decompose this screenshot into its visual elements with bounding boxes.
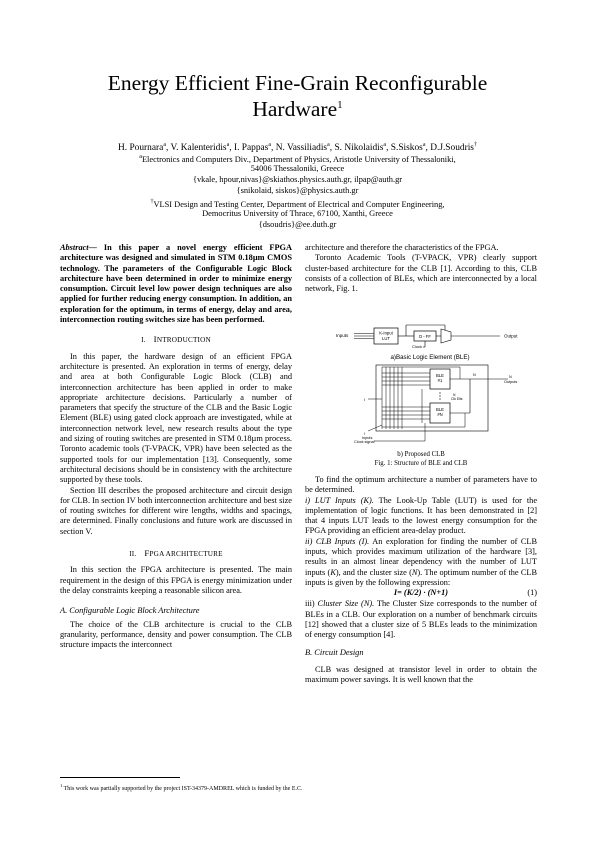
fig-b-ble1-index: #1 <box>437 378 443 383</box>
affiliation-mark: † <box>150 199 154 205</box>
author-mark: a <box>383 142 387 148</box>
fig-b-inputs-i: I <box>364 432 366 436</box>
affiliation-text: Electronics and Computers Div., Department of Physics, Aristotle University of Thessaloniki, <box>141 154 456 164</box>
figure-ble-clb <box>330 321 530 459</box>
fig-b-mid-n: N <box>453 393 456 397</box>
abstract-body: In this paper a novel energy efficient FPGA architecture was designed and simulated in STM 0.18µm CMOS technology. The parameters of the Configurable Logic Block architecture have been determined in order to minimize energy consumption. Circuit level low power design techniques are also applied for further reducing energy consumption. In addition, an exploration for the optimum, in terms of energy, delay and area, interconnection routing switches size has been performed. <box>60 243 292 325</box>
fig-a-mux <box>441 329 451 343</box>
param-symbol: K <box>330 567 336 577</box>
param-cluster-size <box>305 599 537 640</box>
section-heading-introduction <box>60 334 292 345</box>
param-text: ). The optimum number of the CLB inputs is given by the following expression: <box>305 567 537 587</box>
intro-paragraph-1: In this paper, the hardware design of an efficient FPGA architecture is presented. An exploration in terms of energy, delay and area at both Configurable Logic Block (CLB) and interconnection architecture has been applied in order to make appropriate architecture decisions. Particularly a number of parameters that specify the structure of the CLB and the Basic Logic Element (BLE) using gated clock approach are investigated, while at interconnection network level, new research results about the type and sizing of routing switches are presented in STM 0.18µm process. Toronto academic tools (T-VPACK, VPR) have been selected as the supported tools for our implementation [13]. Consequently, some architectural decisions should be in consistency with the architecture supported by these tools. <box>60 351 292 485</box>
author-name: , N. Vassiliadis <box>271 143 328 154</box>
param-lut-inputs <box>305 496 537 537</box>
affiliation-email: {vkale, hpour,nivas}@skiathos.physics.auth.gr, ilpap@auth.gr <box>192 175 403 184</box>
param-symbol: N <box>411 567 418 577</box>
abstract-lead: Abstract— <box>60 243 97 252</box>
equation-number: (1) <box>527 588 537 598</box>
fig-b-inputs-label: Inputs <box>362 436 373 440</box>
affiliation-email: {dsoudris}@ee.duth.gr <box>258 220 337 229</box>
affiliation-text: VLSI Design and Testing Center, Department of Electrical and Computer Engineering, <box>153 199 445 209</box>
author-name: , S. Nikolaidis <box>329 143 384 154</box>
section-number: II. <box>129 550 137 559</box>
author-name: , S.Siskos <box>386 143 423 154</box>
figure-caption-b: b) Proposed CLB <box>397 451 445 458</box>
footnote-rule <box>60 777 180 778</box>
affiliation-line: Democritus University of Thrace, 67100, Xanthi, Greece <box>202 209 393 218</box>
equation-1 <box>305 588 537 599</box>
fig-b-n-label: N <box>473 373 476 377</box>
paper-title <box>60 70 535 122</box>
clb-paragraph-1: The choice of the CLB architecture is crucial to the CLB granularity, performance, density and power consumption. The CLB structure impacts the interconnect <box>60 619 292 650</box>
author-name: , I. Pappas <box>229 143 269 154</box>
title-footnote-mark: 1 <box>337 98 343 111</box>
section-number: I. <box>141 336 146 345</box>
fig-b-blen-index: #N <box>437 412 443 417</box>
fig-a-lut-label-2: LUT <box>382 336 390 341</box>
fpga-paragraph-1: In this section the FPGA architecture is presented. The main requirement in the design of this FPGA is energy minimization under the delay constraints keeping a reasonable silicon area. <box>60 565 292 595</box>
fig-a-caption: a)Basic Logic Element (BLE) <box>390 354 470 361</box>
section-title: PGA ARCHITECTURE <box>149 550 223 559</box>
fig-b-i-label: I <box>364 397 366 402</box>
figure-caption: Fig. 1: Structure of BLE and CLB <box>374 460 468 467</box>
fig-b-outputs-label: Outputs <box>504 380 518 384</box>
param-text: The Look-Up Table (LUT) is used for the implementation of logic functions. It has been demonstrated in [2] that 4 inputs LUT leads to the lowest energy consumption for the FPGA providing an efficient area-delay product. <box>305 495 537 536</box>
author-mark: a <box>226 142 230 148</box>
left-column <box>60 243 292 650</box>
param-text: ), and the cluster size ( <box>335 567 412 577</box>
footnote <box>60 782 540 793</box>
author-mark: a <box>163 142 166 148</box>
subsection-heading-clb: A. Configurable Logic Block Architecture <box>60 606 200 616</box>
right-column-top <box>305 243 537 294</box>
section-title: NTRODUCTION <box>156 336 211 345</box>
param-text: An exploration for finding the number of CLB inputs, which provides maximum utilization of the hardware [3], results in an almost linear dependency with the number of LUT inputs ( <box>305 536 538 577</box>
equation-body: I= (K/2) · (N+1) <box>393 588 449 598</box>
intro-paragraph-2: Section III describes the proposed architecture and circuit design for CLB. In section IV both interconnection architecture and best size of routing switches for different wire lengths, widths and spacings, are determined. Finally conclusions and future work are discussed in section V. <box>60 485 292 536</box>
footnote-text: This work was partially supported by the project IST-34379-AMDREL which is funded by the E.C. <box>62 786 303 792</box>
fig-b-ble1-label: BLE <box>436 373 444 378</box>
fig-a-inputs-label: Inputs <box>336 333 349 338</box>
author-mark: a <box>268 142 271 148</box>
title-word: Hardware <box>252 97 338 121</box>
affiliation-line: 54006 Thessaloniki, Greece <box>250 164 345 173</box>
param-label: Cluster Size (N). <box>317 599 375 609</box>
fig-a-dff-label: D - FF <box>419 333 431 339</box>
author-mark: † <box>473 142 477 148</box>
fig-a-clock-label: Clock <box>412 344 423 349</box>
subsection-heading-circuit-design: B. Circuit Design <box>305 648 364 658</box>
right-paragraph-1: architecture and therefore the characteristics of the FPGA. <box>305 243 499 252</box>
right-paragraph-3: To find the optimum architecture a number of parameters have to be determined. <box>305 475 537 495</box>
title-line-2 <box>60 96 535 122</box>
param-label: ii) CLB Inputs (I). <box>305 536 370 546</box>
author-name: H. Pournara <box>118 143 164 154</box>
right-paragraph-2: Toronto Academic Tools (T-VPACK, VPR) clearly support cluster-based architecture for the CLB [1]. According to this, CLB consists of a collection of BLEs, which are interconnected by a local network, Fig. 1. <box>305 253 537 294</box>
param-label: iii) <box>305 599 318 609</box>
section-initial: F <box>144 548 150 559</box>
author-mark: a <box>327 142 330 148</box>
fig-a-output-label: Output <box>504 333 518 339</box>
fig-b-clock-label: Clock signal <box>354 440 375 444</box>
section-heading-fpga-architecture <box>60 548 292 559</box>
circuit-paragraph-1: CLB was designed at transistor level in order to obtain the maximum power savings. It is well known that the <box>305 664 537 685</box>
fig-a-lut-label: K-Input <box>379 330 393 336</box>
param-text: The Cluster Size corresponds to the number of BLEs in a CLB. Our exploration on a number of benchmark circuits [12] showed that a cluster size of 5 BLEs leads to the minimization of energy consumption [4]. <box>305 599 537 640</box>
title-line-1: Energy Efficient Fine-Grain Reconfigurable <box>107 71 488 95</box>
fig-b-blen-label: BLE <box>436 407 444 412</box>
author-name: , V. Kalenteridis <box>166 143 227 154</box>
author-name: , D.J.Soudris <box>425 143 474 154</box>
right-column-bottom <box>305 475 537 685</box>
affiliation-mark: a <box>139 154 142 160</box>
abstract <box>60 243 292 325</box>
param-label: i) LUT Inputs (K). <box>305 495 374 505</box>
section-initial: I <box>153 334 157 345</box>
fig-b-mid-label: Clk Elts <box>451 397 463 401</box>
fig-b-outputs-n: N <box>509 375 512 379</box>
author-mark: a <box>422 142 426 148</box>
param-clb-inputs <box>305 537 537 588</box>
affiliation-email: {snikolaid, siskos}@physics.auth.gr <box>236 186 359 195</box>
footnote-mark: 1 <box>60 783 63 788</box>
